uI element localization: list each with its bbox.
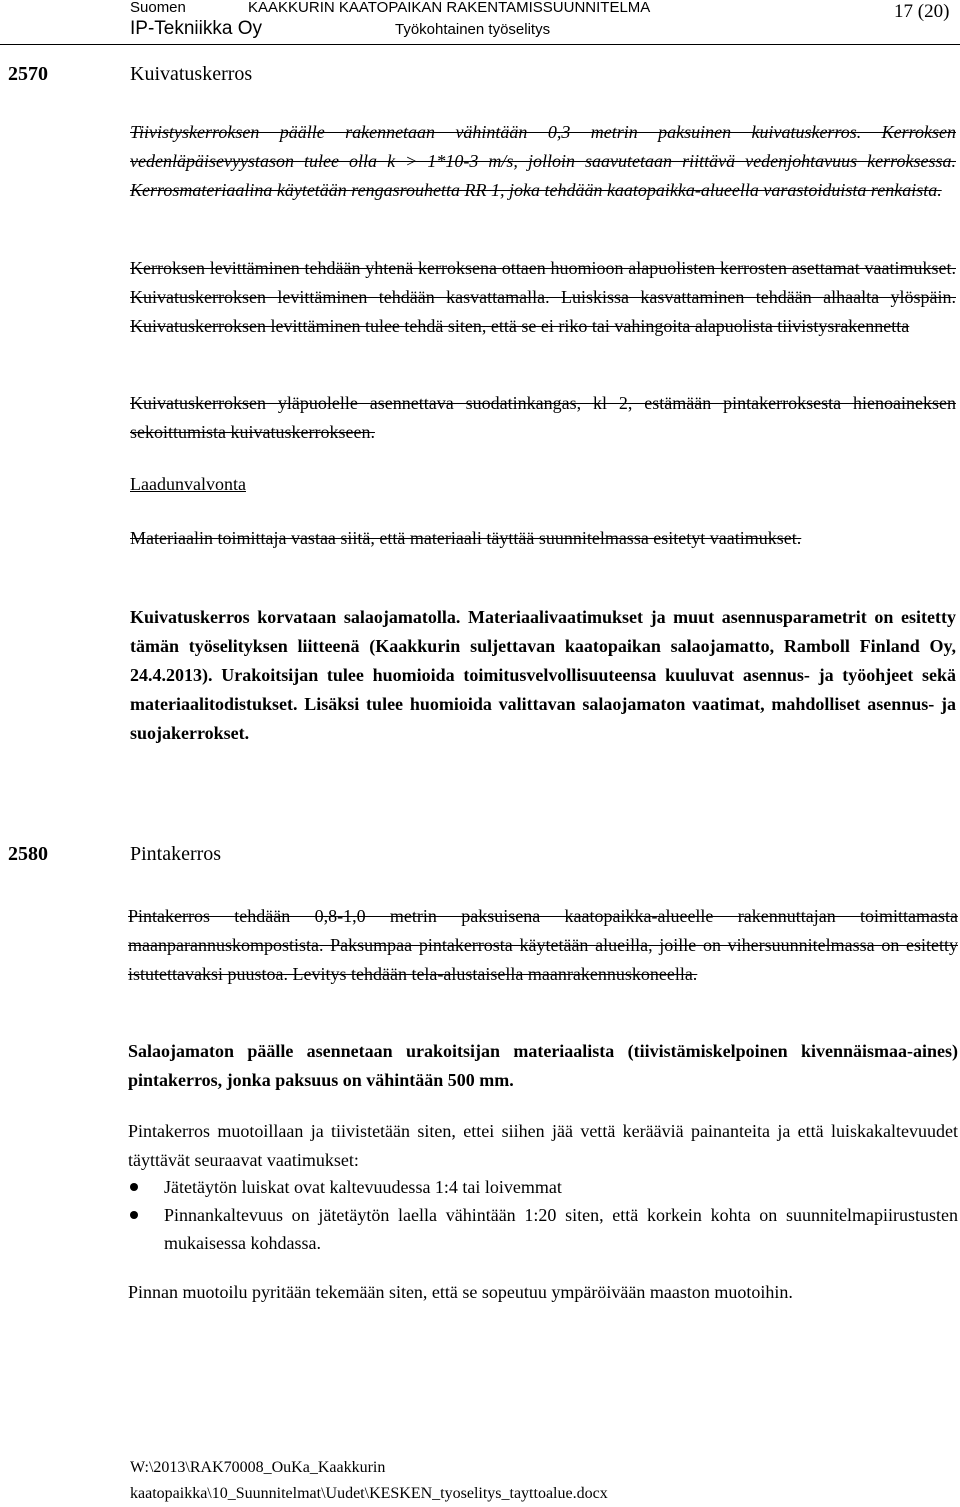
file-path-footer <box>130 1455 608 1507</box>
paragraph-text: Kuivatuskerroksen yläpuolelle asennettava suodatinkangas, kl 2, estämään pintakerroksesta hienoaineksen sekoittumista kuivatuskerrokseen. <box>130 393 956 442</box>
paragraph-text: Kuivatuskerros korvataan salaojamatolla. Materiaalivaatimukset ja muut asennusparametrit on esitetty tämän työselityksen liitteenä (Kaakkurin suljettavan kaatopaikan salaojamatto, Ramboll Finland Oy, 24.4.2013). Urakoitsijan tulee huomioida toimitusvelvollisuuteensa kuuluvat asennus- ja työohjeet sekä materiaalitodistukset. Lisäksi tulee huomioida valittavan salaojamaton vaatimat, mahdolliset asennus- ja suojakerrokset. <box>130 607 956 743</box>
paragraph <box>130 254 956 341</box>
subheading-text: Laadunvalvonta <box>130 474 246 494</box>
document-subtitle: Työkohtainen työselitys <box>395 21 551 38</box>
paragraph-text: Salaojamaton päälle asennetaan urakoitsijan materiaalista (tiivistämiskelpoinen kivennäismaa-aines) pintakerros, jonka paksuus on vähintään 500 mm. <box>128 1041 958 1090</box>
org-name-top: Suomen <box>130 0 186 16</box>
section-number: 2570 <box>8 63 48 85</box>
list-item-text: Pinnankaltevuus on jätetäytön laella vähintään 1:20 siten, että korkein kohta on suunnitelmapiirustusten mukaisessa kohdassa. <box>164 1205 958 1253</box>
paragraph-text: Pinnan muotoilu pyritään tekemään siten, että se sopeutuu ympäröivään maaston muotoihin. <box>128 1282 793 1302</box>
bullet-icon <box>130 1183 138 1191</box>
org-name: IP-Tekniikka Oy <box>130 18 262 39</box>
paragraph-text: Pintakerros muotoillaan ja tiivistetään siten, ettei siihen jää vettä kerääviä painanteita ja että luiskakaltevuudet täyttävät seuraavat vaatimukset: <box>128 1121 958 1170</box>
bullet-list <box>128 1173 958 1257</box>
header-rule <box>0 44 960 45</box>
paragraph <box>128 902 958 989</box>
bullet-icon <box>130 1211 138 1219</box>
section-number: 2580 <box>8 843 48 865</box>
paragraph-text: Kerroksen levittäminen tehdään yhtenä kerroksena ottaen huomioon alapuolisten kerrosten asettamat vaatimukset. Kuivatuskerroksen levittäminen tehdään kasvattamalla. Luiskissa kasvattaminen tehdään alhaalta ylöspäin. Kuivatuskerroksen levittäminen tulee tehdä siten, että se ei riko tai vahingoita alapuolista tiivistysrakennetta <box>130 258 956 336</box>
section-title: Kuivatuskerros <box>130 63 253 85</box>
page-number: 17 (20) <box>894 1 950 22</box>
subheading <box>130 470 956 499</box>
paragraph-text: Pintakerros tehdään 0,8-1,0 metrin paksuisena kaatopaikka-alueelle rakennuttajan toimittamasta maanparannuskompostista. Paksumpaa pintakerrosta käytetään alueilla, joille on vihersuunnitelmassa on esitetty istutettavaksi puustoa. Levitys tehdään tela-alustaisella maanrakennuskoneella. <box>128 906 958 984</box>
paragraph <box>130 603 956 748</box>
paragraph-text: Materiaalin toimittaja vastaa siitä, että materiaali täyttää suunnitelmassa esitetyt vaatimukset. <box>130 528 802 548</box>
paragraph <box>130 389 956 447</box>
section-title: Pintakerros <box>130 843 222 865</box>
paragraph <box>128 1037 958 1095</box>
paragraph <box>128 1278 958 1307</box>
list-item <box>128 1201 958 1257</box>
document-title: KAAKKURIN KAATOPAIKAN RAKENTAMISSUUNNITELMA <box>248 0 651 16</box>
file-path-line: W:\2013\RAK70008_OuKa_Kaakkurin <box>130 1459 386 1476</box>
list-item-text: Jätetäytön luiskat ovat kaltevuudessa 1:4 tai loivemmat <box>164 1177 562 1197</box>
paragraph-text: Tiivistyskerroksen päälle rakennetaan vähintään 0,3 metrin paksuinen kuivatuskerros. Kerroksen vedenläpäisevyystason tulee olla k > 1*10-3 m/s, jolloin saavutetaan riittävä vedenjohtavuus kerroksessa. Kerrosmateriaalina käytetään rengasrouhetta RR 1, joka tehdään kaatopaikka-alueella varastoiduista renkaista. <box>130 122 956 200</box>
list-item <box>128 1173 958 1201</box>
file-path-line: kaatopaikka\10_Suunnitelmat\Uudet\KESKEN_tyoselitys_tayttoalue.docx <box>130 1485 608 1502</box>
paragraph <box>130 524 956 553</box>
paragraph <box>130 118 956 205</box>
paragraph <box>128 1117 958 1175</box>
